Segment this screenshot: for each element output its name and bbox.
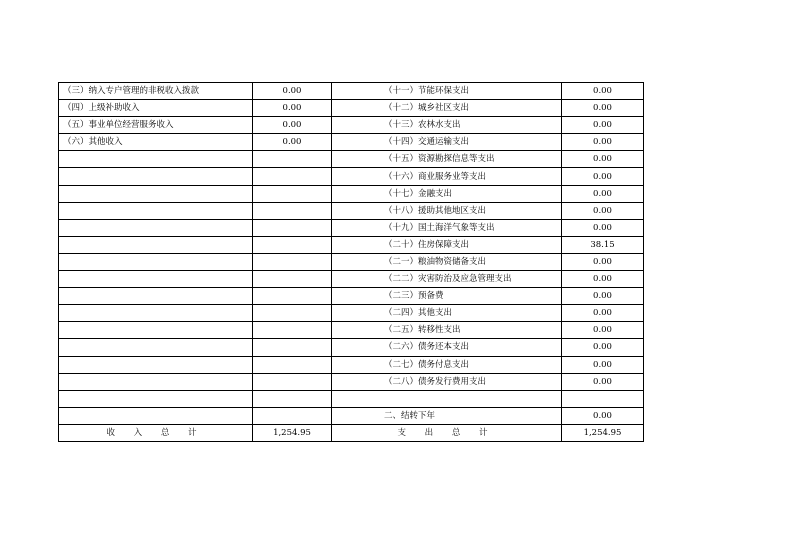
expense-item-cell: （十四）交通运输支出 (332, 134, 562, 151)
income-amount-cell (253, 253, 332, 270)
income-amount-cell (253, 185, 332, 202)
income-item-cell (59, 202, 253, 219)
income-item-cell: （五）事业单位经营服务收入 (59, 117, 253, 134)
income-amount-cell (253, 271, 332, 288)
expense-total-label: 支 出 总 计 (332, 424, 562, 441)
expense-item-cell: （十一）节能环保支出 (332, 83, 562, 100)
expense-item-cell: 二、结转下年 (332, 407, 562, 424)
table-row (59, 83, 644, 100)
expense-item-cell: （十七）金融支出 (332, 185, 562, 202)
table-row (59, 288, 644, 305)
expense-amount-cell: 0.00 (562, 322, 644, 339)
income-amount-cell: 0.00 (253, 117, 332, 134)
income-item-cell: （四）上级补助收入 (59, 100, 253, 117)
expense-amount-cell: 0.00 (562, 271, 644, 288)
income-amount-cell (253, 356, 332, 373)
table-row (59, 202, 644, 219)
table-row (59, 356, 644, 373)
expense-amount-cell: 0.00 (562, 288, 644, 305)
expense-amount-cell: 38.15 (562, 236, 644, 253)
table-row (59, 185, 644, 202)
expense-amount-cell: 0.00 (562, 168, 644, 185)
expense-amount-cell: 0.00 (562, 151, 644, 168)
expense-amount-cell: 0.00 (562, 407, 644, 424)
income-amount-cell (253, 236, 332, 253)
income-amount-cell (253, 407, 332, 424)
expense-amount-cell: 0.00 (562, 339, 644, 356)
income-amount-cell (253, 305, 332, 322)
expense-item-cell: （二八）债务发行费用支出 (332, 373, 562, 390)
income-amount-cell: 0.00 (253, 83, 332, 100)
income-item-cell (59, 253, 253, 270)
table-row (59, 134, 644, 151)
expense-amount-cell (562, 390, 644, 407)
income-item-cell: （六）其他收入 (59, 134, 253, 151)
expense-amount-cell: 0.00 (562, 373, 644, 390)
totals-row (59, 424, 644, 441)
income-amount-cell (253, 219, 332, 236)
income-amount-cell: 0.00 (253, 134, 332, 151)
expense-amount-cell: 0.00 (562, 305, 644, 322)
income-amount-cell: 0.00 (253, 100, 332, 117)
expense-item-cell: （二一）粮油物资储备支出 (332, 253, 562, 270)
expense-item-cell: （二五）转移性支出 (332, 322, 562, 339)
table-row (59, 117, 644, 134)
table-row (59, 339, 644, 356)
expense-item-cell: （十三）农林水支出 (332, 117, 562, 134)
table-row (59, 322, 644, 339)
expense-amount-cell: 0.00 (562, 185, 644, 202)
income-amount-cell (253, 322, 332, 339)
table-row (59, 219, 644, 236)
income-item-cell (59, 271, 253, 288)
table-row (59, 100, 644, 117)
table-row (59, 168, 644, 185)
expense-item-cell: （二十）住房保障支出 (332, 236, 562, 253)
income-amount-cell (253, 373, 332, 390)
expense-item-cell: （二四）其他支出 (332, 305, 562, 322)
income-amount-cell (253, 390, 332, 407)
income-amount-cell (253, 202, 332, 219)
expense-item-cell: （二二）灾害防治及应急管理支出 (332, 271, 562, 288)
income-amount-cell (253, 288, 332, 305)
income-item-cell (59, 373, 253, 390)
expense-amount-cell: 0.00 (562, 219, 644, 236)
income-item-cell (59, 339, 253, 356)
expense-item-cell: （十八）援助其他地区支出 (332, 202, 562, 219)
table-row (59, 305, 644, 322)
table-row (59, 236, 644, 253)
income-item-cell (59, 185, 253, 202)
income-item-cell (59, 322, 253, 339)
expense-amount-cell: 0.00 (562, 134, 644, 151)
expense-item-cell: （二三）预备费 (332, 288, 562, 305)
income-amount-cell (253, 151, 332, 168)
income-item-cell (59, 236, 253, 253)
expense-item-cell: （十二）城乡社区支出 (332, 100, 562, 117)
expense-amount-cell: 0.00 (562, 202, 644, 219)
income-item-cell (59, 151, 253, 168)
expense-amount-cell: 0.00 (562, 253, 644, 270)
expense-item-cell: （二六）债务还本支出 (332, 339, 562, 356)
table-row (59, 253, 644, 270)
expense-amount-cell: 0.00 (562, 83, 644, 100)
budget-table (58, 82, 644, 442)
table-row (59, 151, 644, 168)
budget-table-body (59, 83, 644, 425)
income-item-cell (59, 219, 253, 236)
income-item-cell (59, 390, 253, 407)
expense-amount-cell: 0.00 (562, 356, 644, 373)
income-amount-cell (253, 168, 332, 185)
expense-amount-cell: 0.00 (562, 100, 644, 117)
expense-item-cell: （十九）国土海洋气象等支出 (332, 219, 562, 236)
income-item-cell: （三）纳入专户管理的非税收入拨款 (59, 83, 253, 100)
table-row (59, 390, 644, 407)
income-item-cell (59, 356, 253, 373)
income-item-cell (59, 168, 253, 185)
expense-total-amount: 1,254.95 (562, 424, 644, 441)
table-row (59, 373, 644, 390)
expense-amount-cell: 0.00 (562, 117, 644, 134)
income-total-amount: 1,254.95 (253, 424, 332, 441)
income-amount-cell (253, 339, 332, 356)
expense-item-cell: （二七）债务付息支出 (332, 356, 562, 373)
income-item-cell (59, 288, 253, 305)
income-item-cell (59, 305, 253, 322)
expense-item-cell: （十五）资源勘探信息等支出 (332, 151, 562, 168)
table-row (59, 271, 644, 288)
table-row (59, 407, 644, 424)
income-item-cell (59, 407, 253, 424)
expense-item-cell (332, 390, 562, 407)
expense-item-cell: （十六）商业服务业等支出 (332, 168, 562, 185)
income-total-label: 收 入 总 计 (59, 424, 253, 441)
